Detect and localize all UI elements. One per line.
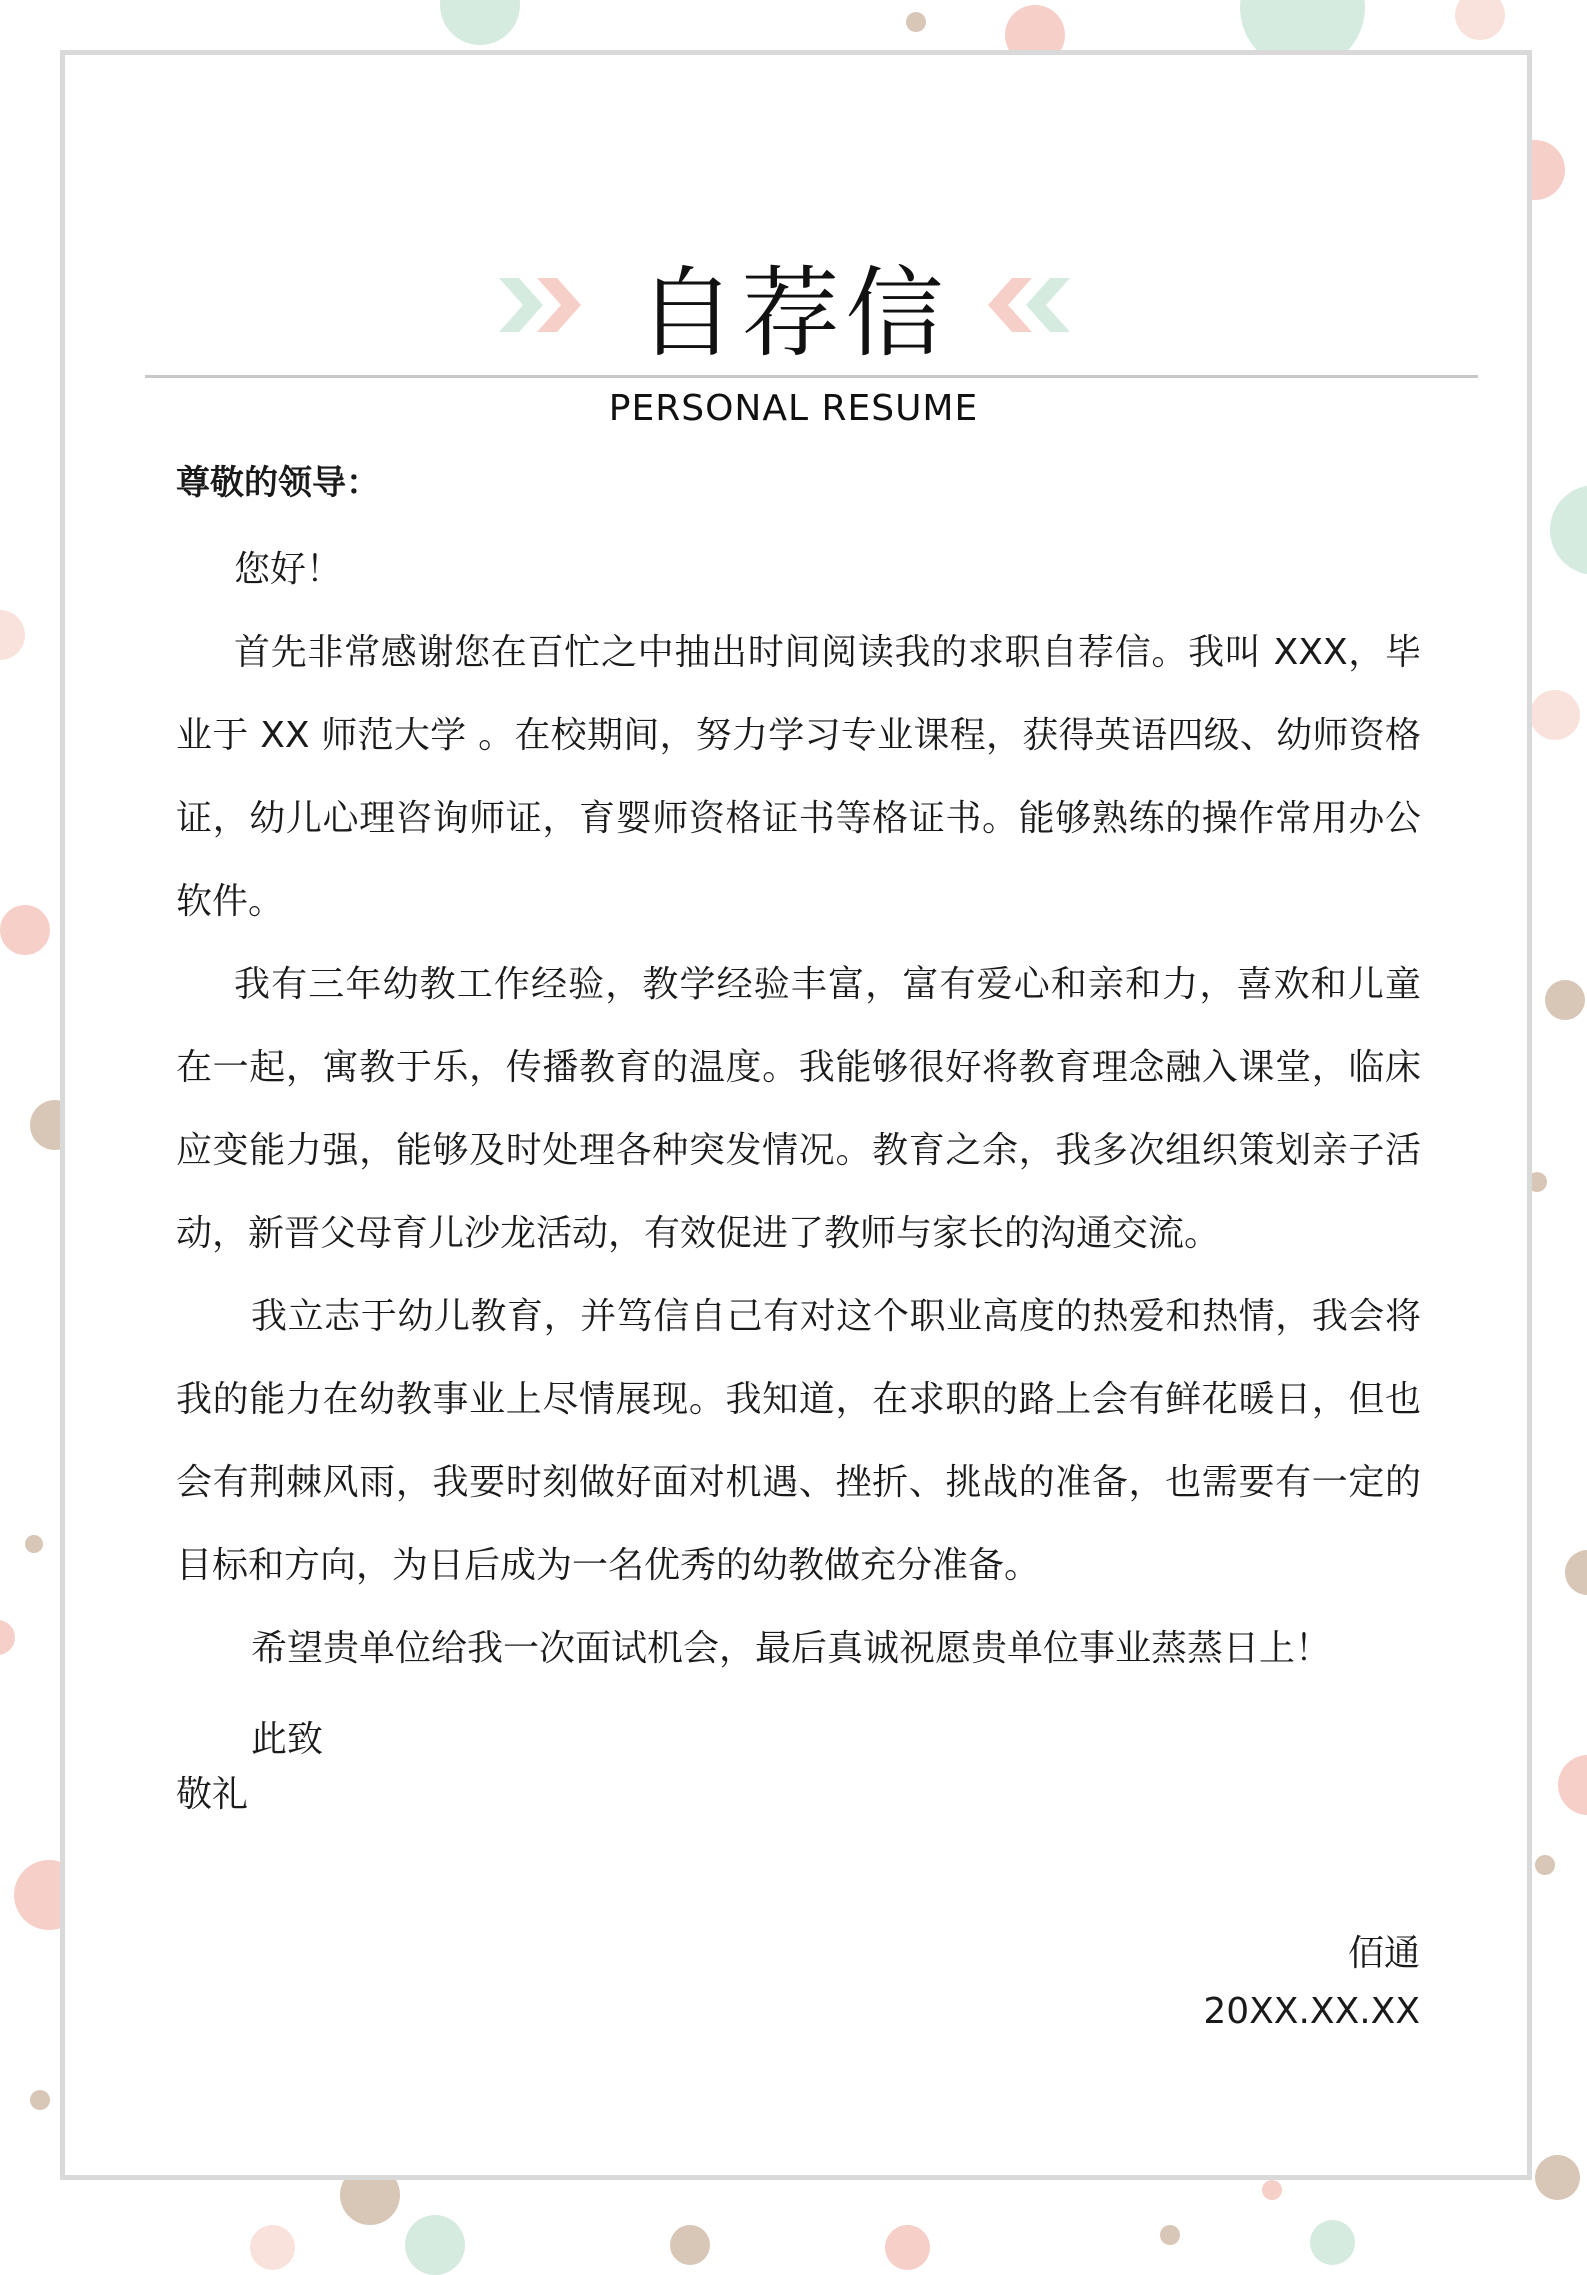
- title-row: [0, 255, 1587, 371]
- chevron-left-icon: [988, 270, 1088, 340]
- signature-name: 佰通: [1347, 1933, 1420, 1974]
- signature-block: [1203, 1925, 1420, 2041]
- paragraph: 我立志于幼儿教育，并笃信自己有对这个职业高度的热爱和热情，我会将我的能力在幼教事业上尽情展现。我知道，在求职的路上会有鲜花暖日，但也会有荆棘风雨，我要时刻做好面对机遇、挫折、挑战的准备，也需要有一定的目标和方向，为日后成为一名优秀的幼教做充分准备。: [176, 1296, 1421, 1586]
- chevron-right-icon: [499, 270, 599, 340]
- letter-body: [176, 440, 1421, 1822]
- page-subtitle: PERSONAL RESUME: [608, 388, 979, 429]
- salutation: 尊敬的领导：: [176, 463, 380, 503]
- paragraph: 您好！: [234, 549, 343, 590]
- closing-line: 敬礼: [176, 1774, 249, 1815]
- title-divider: [145, 375, 1478, 378]
- paragraph: 首先非常感谢您在百忙之中抽出时间阅读我的求职自荐信。我叫 XXX，毕业于 XX 师范大学 。在校期间，努力学习专业课程，获得英语四级、幼师资格证，幼儿心理咨询师证，育婴师资格证书等格证书。能够熟练的操作常用办公软件。: [176, 632, 1421, 922]
- paragraph: 希望贵单位给我一次面试机会，最后真诚祝愿贵单位事业蒸蒸日上！: [251, 1628, 1332, 1669]
- closing-line: 此致: [251, 1719, 324, 1760]
- page-title: 自荐信: [637, 256, 950, 371]
- paragraph: 我有三年幼教工作经验，教学经验丰富，富有爱心和亲和力，喜欢和儿童在一起，寓教于乐，传播教育的温度。我能够很好将教育理念融入课堂，临床应变能力强，能够及时处理各种突发情况。教育之余，我多次组织策划亲子活动，新晋父母育儿沙龙活动，有效促进了教师与家长的沟通交流。: [176, 964, 1421, 1254]
- signature-date: 20XX.XX.XX: [1203, 1991, 1420, 2032]
